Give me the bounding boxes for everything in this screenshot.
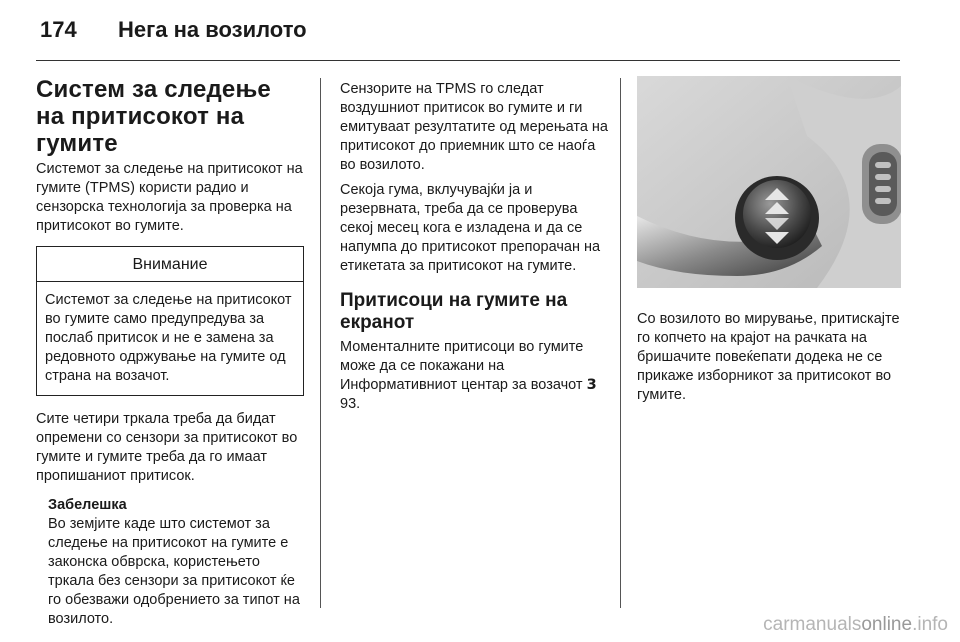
page-number: 174: [40, 17, 77, 42]
header-rule: [36, 60, 900, 61]
warning-box: [36, 246, 304, 396]
watermark-part-1: carmanuals: [763, 614, 862, 635]
warning-body: Системот за следење на притисокот во гумите само предупредува за послаб притисок и не е замена за редовното одржување на гумите од страна на возачот.: [45, 292, 292, 384]
monthly-check-paragraph: Секоја гума, вклучувајќи ја и резервната, треба да се проверува секој месец кога е изладена и да се напумпа до притисокот препорачан на етикетата за притисокот на гумите.: [340, 182, 601, 274]
note-body: Во земјите каде што системот за следење на притисокот на гумите е законска обврска, користењето тркала без сензори за притисокот ќе го обезважи одобрението за типот на возилото.: [48, 516, 300, 627]
wiper-stalk-drawing: [637, 76, 901, 288]
article-title: Систем за следење на притисокот на гумите: [36, 76, 271, 157]
wheels-paragraph: Сите четири тркала треба да бидат опремени со сензори за притисокот во гумите и гумите треба да го имаат пропишаниот притисок.: [36, 411, 298, 484]
intro-paragraph: Системот за следење на притисокот на гумите (TPMS) користи радио и сензорска технологија за проверка на притисокот во гумите.: [36, 161, 303, 234]
sensors-paragraph: Сензорите на TPMS го следат воздушниот притисок во гумите и ги емитуваат резултатите од мерењата на притисокот до приемник што се наоѓа во возилото.: [340, 81, 608, 173]
watermark: [763, 614, 948, 636]
column-divider-2: [620, 78, 621, 608]
note-title: Забелешка: [48, 497, 127, 513]
note-block: [48, 496, 304, 629]
page-ref-link[interactable]: 93.: [340, 396, 361, 412]
warning-title: Внимание: [37, 247, 303, 282]
wiper-stalk-illustration: [637, 76, 901, 288]
column-2: [340, 80, 608, 414]
page-ref-icon: 3: [586, 377, 597, 393]
display-paragraph-text: Моменталните притисоци во гумите може да се покажани на Информативниот центар за возачот: [340, 339, 584, 393]
column-1: [36, 76, 304, 629]
display-subtitle: Притисоци на гумите на екранот: [340, 290, 568, 333]
display-paragraph: [340, 338, 608, 414]
column-divider-1: [320, 78, 321, 608]
menu-instruction-paragraph: Со возилото во мирување, притискајте го копчето на крајот на рачката на бришачите повеќепати додека не се прикаже изборникот за притисокот во гумите.: [637, 311, 900, 403]
watermark-part-2: online: [861, 614, 913, 635]
watermark-part-3: .info: [912, 614, 948, 635]
section-title: Нега на возилото: [118, 17, 307, 42]
column-3: [637, 310, 905, 405]
